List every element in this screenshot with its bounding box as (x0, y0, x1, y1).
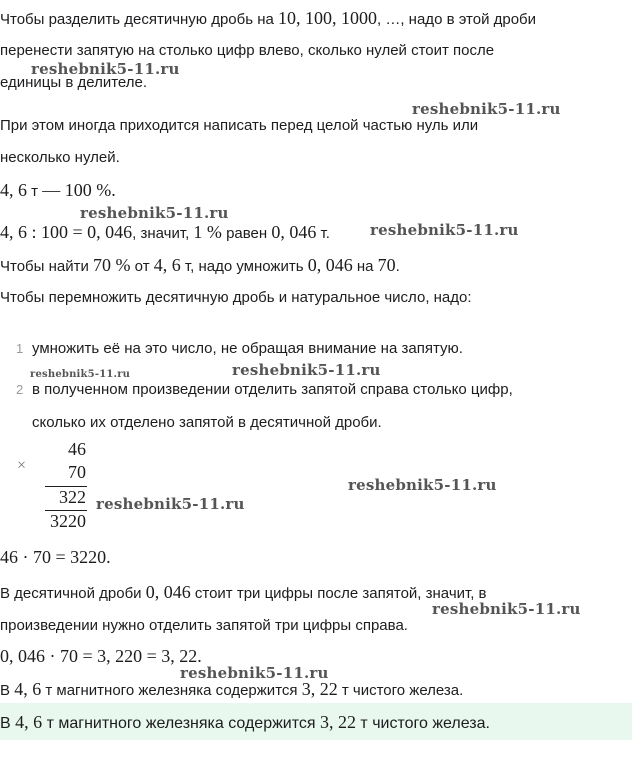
text-line-1 (0, 8, 536, 30)
watermark: reshebnik5-11.ru (96, 495, 245, 513)
watermark: reshebnik5-11.ru (31, 60, 180, 78)
text: равен (221, 225, 272, 242)
text: т чистого железа. (337, 682, 464, 699)
math: 0, 046 · 70 = 3, 220 = 3, 22. (0, 646, 202, 666)
text-line-2: перенести запятую на столько цифр влево, сколько нулей стоит после (0, 42, 495, 59)
math: — 100 %. (42, 180, 116, 200)
watermark: reshebnik5-11.ru (412, 100, 561, 118)
text-line-13: произведении нужно отделить запятой три цифры справа. (0, 617, 408, 634)
text: т чистого железа. (355, 715, 490, 732)
list-item-2-text: в полученном произведении отделить запятой справа столько цифр, (32, 381, 513, 398)
math: 3, 22 (319, 712, 356, 732)
list-item-2-continuation: сколько их отделено запятой в десятичной дроби. (32, 414, 382, 431)
watermark: reshebnik5-11.ru (232, 361, 381, 379)
text-line-6 (0, 180, 116, 202)
watermark: reshebnik5-11.ru (432, 600, 581, 618)
math: 4, 6 (14, 679, 42, 699)
text-line-7 (0, 222, 330, 244)
watermark: reshebnik5-11.ru (348, 476, 497, 494)
text-line-9: Чтобы перемножить десятичную дробь и натуральное число, надо: (0, 289, 472, 306)
partial-product: 322 (59, 487, 86, 507)
text-line-11 (0, 547, 111, 569)
text: , …, надо в этой дроби (377, 11, 537, 28)
multiplicand: 46 (68, 439, 86, 459)
text-line-14 (0, 646, 202, 668)
math: 10, 100, 1000 (278, 8, 378, 28)
math: 4, 6 (153, 255, 181, 275)
text-line-12 (0, 582, 487, 604)
list-item-1-text: умножить её на это число, не обращая внимание на запятую. (32, 340, 463, 357)
text: В (0, 682, 15, 699)
text-line-3: единицы в делителе. (0, 74, 148, 91)
text: Чтобы найти (0, 258, 94, 275)
text: стоит три цифры после запятой, значит, в (190, 585, 487, 602)
text-line-8 (0, 255, 400, 277)
watermark: reshebnik5-11.ru (30, 369, 131, 380)
text: т. (316, 225, 330, 242)
answer-text (0, 712, 490, 734)
text-line-5: несколько нулей. (0, 149, 120, 166)
watermark: reshebnik5-11.ru (180, 664, 329, 682)
math: 0, 046 (145, 582, 191, 602)
answer-box (0, 703, 632, 740)
math: 4, 6 : 100 = 0, 046 (0, 222, 133, 242)
text: Чтобы разделить десятичную дробь на (0, 11, 279, 28)
text-line-15 (0, 679, 463, 701)
math: 4, 6 (15, 712, 43, 732)
math: 46 · 70 = 3220. (0, 547, 111, 567)
math: 3, 22 (301, 679, 338, 699)
list-number: 1 (16, 341, 24, 356)
math: 0, 046 (271, 222, 317, 242)
text: на (352, 258, 378, 275)
text: . (395, 258, 400, 275)
product: 3220 (50, 511, 86, 531)
math: 0, 046 (307, 255, 353, 275)
multiplier: 70 (68, 462, 86, 482)
text: т магнитного железняка содержится (42, 715, 320, 732)
math: 70 (377, 255, 396, 275)
multiply-sign: × (16, 457, 26, 474)
text: т магнитного железняка содержится (41, 682, 302, 699)
text: т, надо умножить (180, 258, 308, 275)
text-line-4: При этом иногда приходится написать перед целой частью нуль или (0, 117, 479, 134)
watermark: reshebnik5-11.ru (370, 221, 519, 239)
text: , значит, (132, 225, 194, 242)
text: т (27, 183, 43, 200)
math: 70 % (93, 255, 131, 275)
math: 4, 6 (0, 180, 27, 200)
text: от (130, 258, 154, 275)
math: 1 % (193, 222, 222, 242)
list-number: 2 (16, 382, 24, 397)
text: В (0, 715, 16, 732)
text: В десятичной дроби (0, 585, 146, 602)
watermark: reshebnik5-11.ru (80, 204, 229, 222)
